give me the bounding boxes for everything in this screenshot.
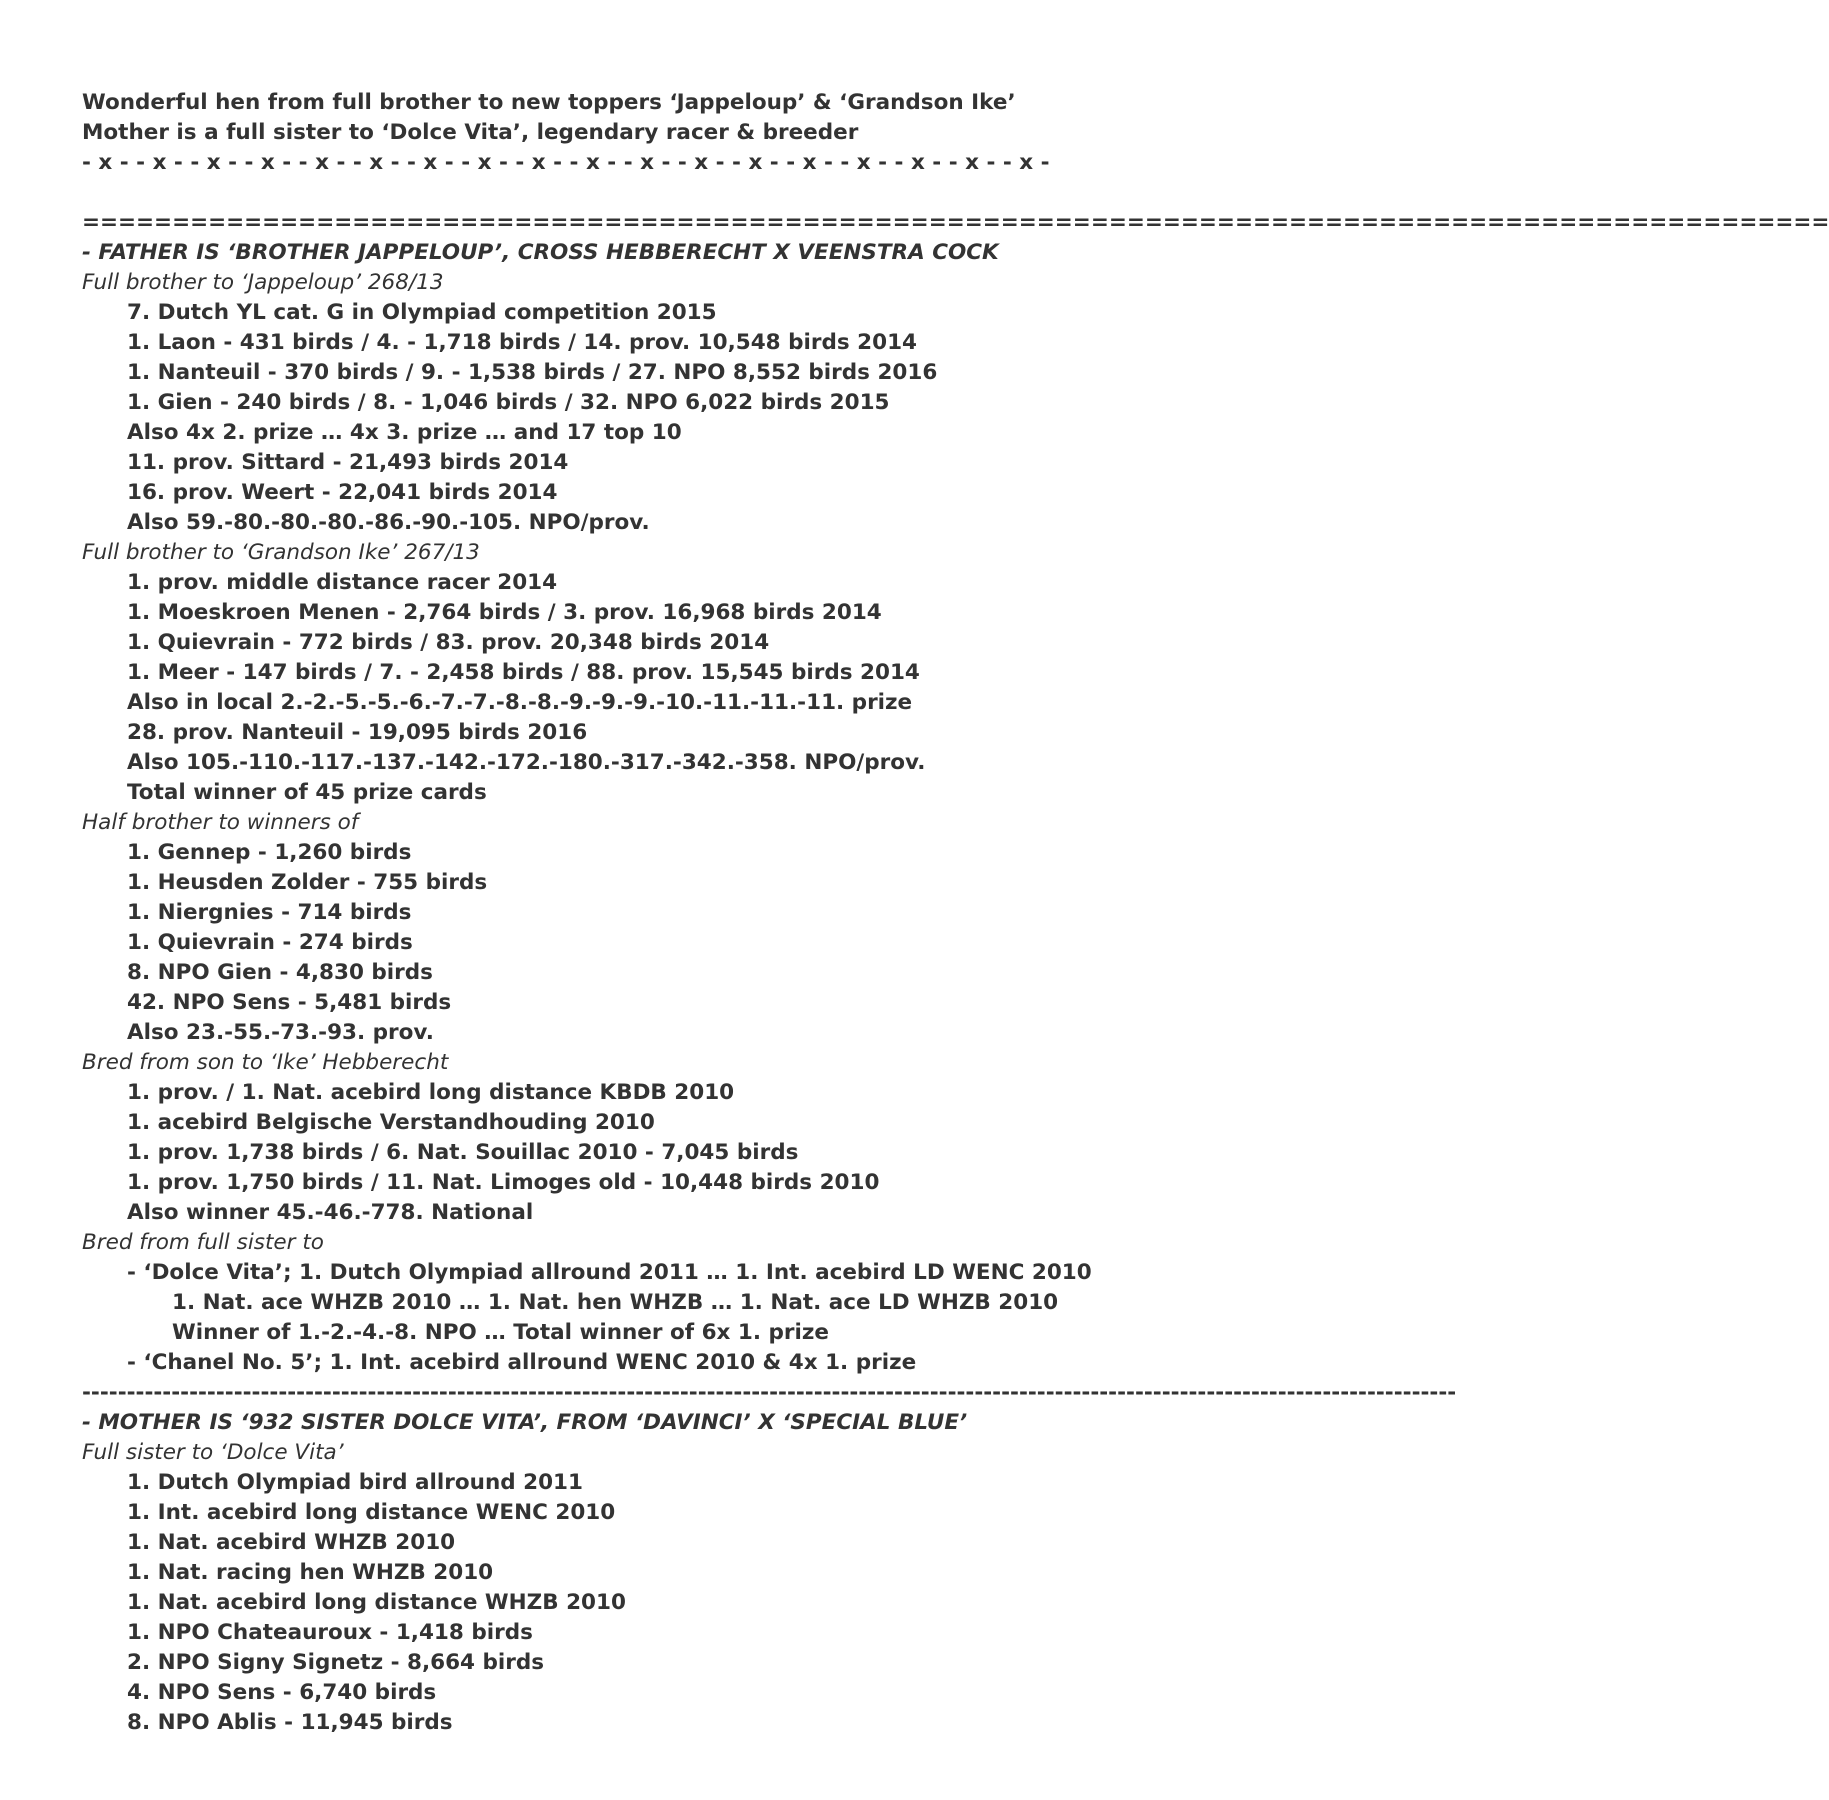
dash-rule: ---------------------------------------------------------------------------------------------------------------------------------------------------------- (82, 1380, 1457, 1405)
group-items (82, 568, 1252, 808)
list-item: 1. NPO Chateauroux - 1,418 birds (127, 1620, 533, 1645)
list-item: 1. Meer - 147 birds / 7. - 2,458 birds / 88. prov. 15,545 birds 2014 (127, 660, 920, 685)
group-title: Bred from full sister to (82, 1230, 324, 1255)
list-item: 1. Niergnies - 714 birds (127, 900, 412, 925)
group-items (82, 1468, 1252, 1738)
list-subitem: Winner of 1.-2.-4.-8. NPO … Total winner of 6x 1. prize (172, 1320, 829, 1345)
father-heading: - FATHER IS ‘BROTHER JAPPELOUP’, CROSS HEBBERECHT X VEENSTRA COCK (82, 240, 999, 265)
equals-rule: ================================================================================================= (82, 210, 1829, 235)
pedigree-document (82, 88, 1829, 1738)
list-item: 1. prov. middle distance racer 2014 (127, 570, 558, 595)
group-title: Half brother to winners of (82, 810, 359, 835)
list-item: 1. Quievrain - 274 birds (127, 930, 413, 955)
list-item: 1. Heusden Zolder - 755 birds (127, 870, 488, 895)
group-title: Full sister to ‘Dolce Vita’ (82, 1440, 344, 1465)
intro-line-1: Wonderful hen from full brother to new toppers ‘Jappeloup’ & ‘Grandson Ike’ (82, 90, 1016, 115)
intro-line-2: Mother is a full sister to ‘Dolce Vita’, legendary racer & breeder (82, 120, 859, 145)
list-item: 1. Nat. acebird WHZB 2010 (127, 1530, 456, 1555)
list-item: 1. acebird Belgische Verstandhouding 2010 (127, 1110, 655, 1135)
list-item: 16. prov. Weert - 22,041 birds 2014 (127, 480, 558, 505)
list-item: Also in local 2.-2.-5.-5.-6.-7.-7.-8.-8.-9.-9.-9.-10.-11.-11.-11. prize (127, 690, 913, 715)
spacer (82, 178, 1252, 208)
list-item: 1. prov. 1,738 birds / 6. Nat. Souillac 2010 - 7,045 birds (127, 1140, 799, 1165)
list-item: 7. Dutch YL cat. G in Olympiad competition 2015 (127, 300, 717, 325)
group-items (82, 1078, 1252, 1228)
list-item: Also winner 45.-46.-778. National (127, 1200, 534, 1225)
list-item: 8. NPO Ablis - 11,945 birds (127, 1710, 453, 1735)
x-separator: - x - - x - - x - - x - - x - - x - - x - - x - - x - - x - - x - - x - - x - - x - - x - - x - - x - - x - (82, 150, 1050, 175)
list-item: 4. NPO Sens - 6,740 birds (127, 1680, 437, 1705)
list-item: 42. NPO Sens - 5,481 birds (127, 990, 452, 1015)
group-title: Full brother to ‘Grandson Ike’ 267/13 (82, 540, 480, 565)
list-item: 1. Dutch Olympiad bird allround 2011 (127, 1470, 583, 1495)
list-item: 1. Nat. racing hen WHZB 2010 (127, 1560, 494, 1585)
list-item: 28. prov. Nanteuil - 19,095 birds 2016 (127, 720, 588, 745)
group-items (82, 838, 1252, 1048)
list-item: 1. Gennep - 1,260 birds (127, 840, 412, 865)
list-item: 1. Int. acebird long distance WENC 2010 (127, 1500, 616, 1525)
list-item: Also 23.-55.-73.-93. prov. (127, 1020, 434, 1045)
list-item: 1. prov. 1,750 birds / 11. Nat. Limoges old - 10,448 birds 2010 (127, 1170, 880, 1195)
list-item: 1. Quievrain - 772 birds / 83. prov. 20,348 birds 2014 (127, 630, 770, 655)
list-item: 1. Nanteuil - 370 birds / 9. - 1,538 birds / 27. NPO 8,552 birds 2016 (127, 360, 938, 385)
list-item: 2. NPO Signy Signetz - 8,664 birds (127, 1650, 545, 1675)
group-items (82, 298, 1252, 538)
list-item: Also 105.-110.-117.-137.-142.-172.-180.-317.-342.-358. NPO/prov. (127, 750, 926, 775)
list-item: Also 4x 2. prize … 4x 3. prize … and 17 top 10 (127, 420, 682, 445)
list-item-dolce-vita: - ‘Dolce Vita’; 1. Dutch Olympiad allround 2011 … 1. Int. acebird LD WENC 2010 (127, 1260, 1092, 1285)
mother-heading: - MOTHER IS ‘932 SISTER DOLCE VITA’, FROM ‘DAVINCI’ X ‘SPECIAL BLUE’ (82, 1410, 968, 1435)
list-item: Also 59.-80.-80.-80.-86.-90.-105. NPO/prov. (127, 510, 650, 535)
list-item: 1. Laon - 431 birds / 4. - 1,718 birds / 14. prov. 10,548 birds 2014 (127, 330, 917, 355)
list-item: 1. Gien - 240 birds / 8. - 1,046 birds / 32. NPO 6,022 birds 2015 (127, 390, 890, 415)
list-item: Total winner of 45 prize cards (127, 780, 487, 805)
list-item: 8. NPO Gien - 4,830 birds (127, 960, 433, 985)
list-item: 1. Nat. acebird long distance WHZB 2010 (127, 1590, 626, 1615)
group-title: Bred from son to ‘Ike’ Hebberecht (82, 1050, 449, 1075)
list-item: 11. prov. Sittard - 21,493 birds 2014 (127, 450, 569, 475)
list-item-chanel: - ‘Chanel No. 5’; 1. Int. acebird allround WENC 2010 & 4x 1. prize (127, 1350, 917, 1375)
list-item: 1. prov. / 1. Nat. acebird long distance KBDB 2010 (127, 1080, 735, 1105)
group-title: Full brother to ‘Jappeloup’ 268/13 (82, 270, 444, 295)
list-item: 1. Moeskroen Menen - 2,764 birds / 3. prov. 16,968 birds 2014 (127, 600, 882, 625)
list-subitem: 1. Nat. ace WHZB 2010 … 1. Nat. hen WHZB … 1. Nat. ace LD WHZB 2010 (172, 1290, 1059, 1315)
